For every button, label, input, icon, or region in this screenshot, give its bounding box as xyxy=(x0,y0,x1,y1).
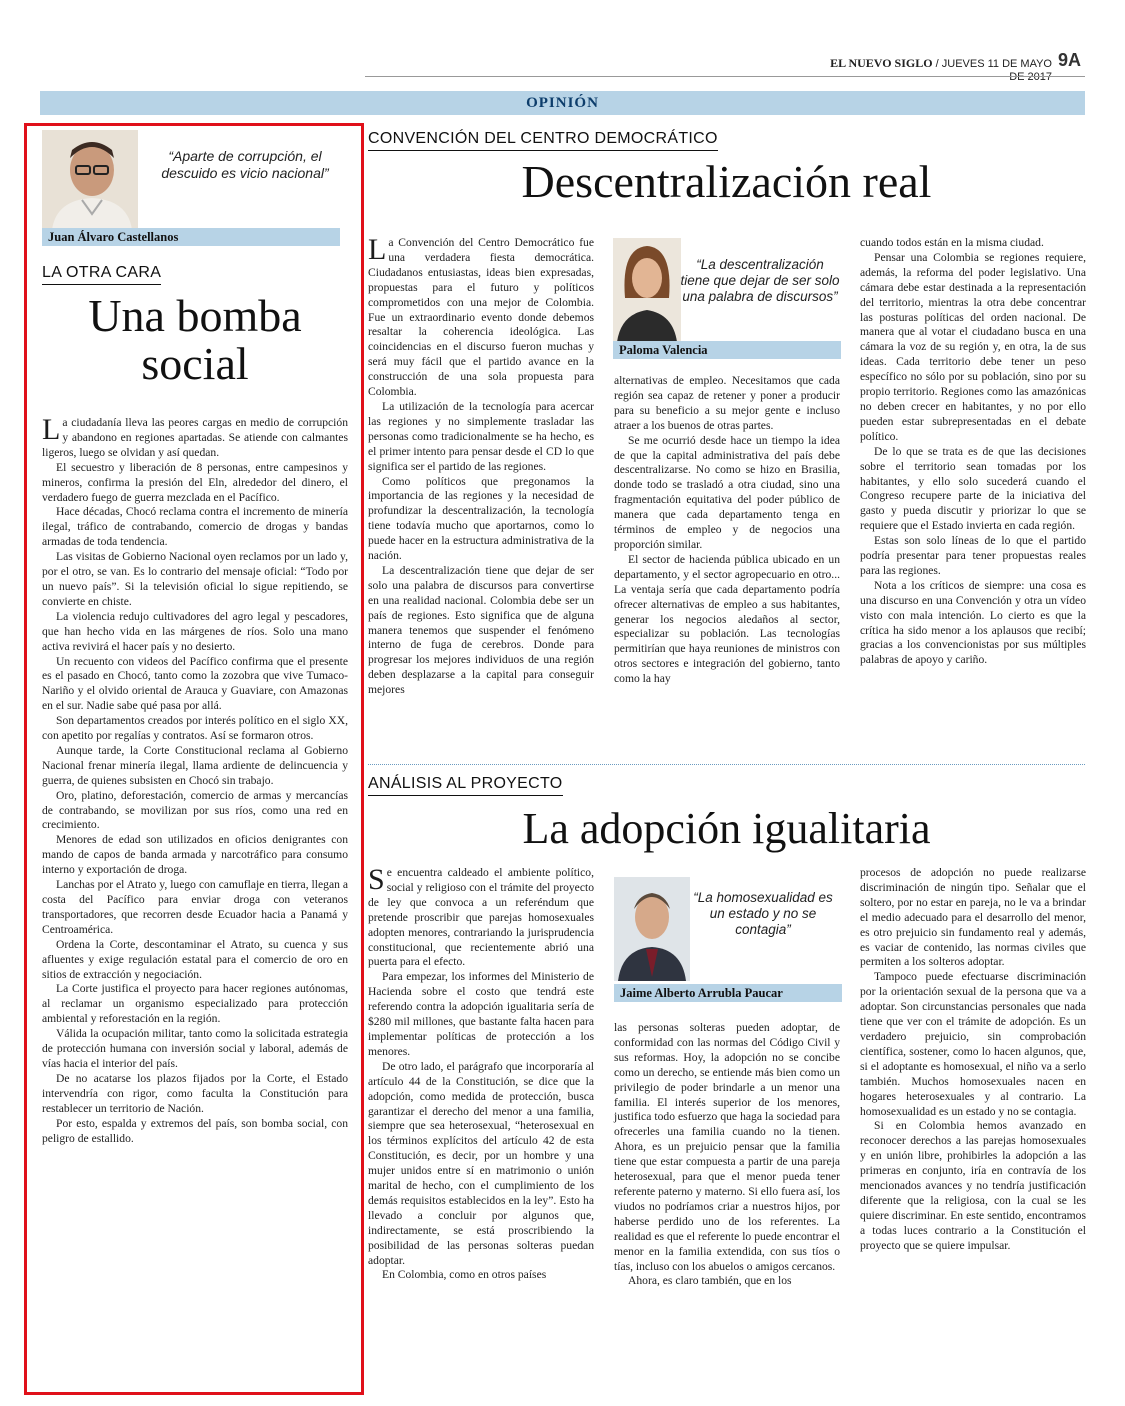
page-header xyxy=(812,56,1052,83)
paragraph: Hace décadas, Chocó reclama contra el incremento de minería ilegal, tráfico de contrabando, comercio de drogas y bandas armadas de toda tendencia. xyxy=(42,505,348,549)
portrait-icon xyxy=(613,238,681,342)
paragraph: Son departamentos creados por interés político en el siglo XX, con apetito por regalías y contratos. Así se formaron otros. xyxy=(42,714,348,743)
paragraph: Las visitas de Gobierno Nacional oyen reclamos por un lado y, por el otro, se van. Es lo contrario del mensaje oficial: “Todo por un nuevo país”. Si la televisión oficial lo sigue repitiendo, se convierte en chiste. xyxy=(42,550,348,608)
article-column xyxy=(860,866,1086,1254)
paragraph: La utilización de la tecnología para acercar las regiones y no simplemente trasladar las personas como tradicionalmente se ha hecho, es el primer intento para pensar desde el CD lo que significa ser el partido de las regiones. xyxy=(368,399,594,473)
paragraph: Menores de edad son utilizados en oficios denigrantes con mando de capos de banda armada y narcotráfico para consumo interno y exportación de droga. xyxy=(42,833,348,877)
paragraph: a Convención del Centro Democrático fue una verdadera fiesta democrática. Ciudadanos entusiastas, ideas bien expresadas, propuestas para el futuro y políticos comprometidos con una mejor de Colombia. Fue un extraordinario evento donde debemos resaltar la coherencia ideológica. Las coincidencias en el discurso fueron muchas y será muy fácil que el partido avance en la construcción de una sola propuesta para Colombia. xyxy=(368,236,594,399)
paragraph: alternativas de empleo. Necesitamos que cada región sea capaz de retener y poner a producir para su beneficio a su mejor gente e incluso atraer a los buenos de otras partes. xyxy=(614,374,840,432)
pull-quote: “Aparte de corrupción, el descuido es vicio nacional” xyxy=(161,148,329,181)
header-rule xyxy=(365,76,1085,77)
headline-line-2: social xyxy=(141,338,249,390)
section-title: OPINIÓN xyxy=(526,95,599,111)
headline-line-1: Una bomba xyxy=(88,290,302,341)
paragraph: Lanchas por el Atrato y, luego con camuflaje en tierra, llegan a costa del Pacífico para enviar droga con veteranos transportadores, que recorren desde Ecuador hacia a Panamá y Centroamérica. xyxy=(42,878,348,936)
paragraph: e encuentra caldeado el ambiente político, social y religioso con el trámite del proyecto de ley que convoca a un referéndum que pretende proscribir que parejas homosexuales adopten menores, contrariando la jurisprudencia constitucional, que recientemente abrió una puerta para el efecto. xyxy=(368,866,594,969)
newspaper-brand: EL NUEVO SIGLO xyxy=(830,56,933,70)
paragraph: Por esto, espalda y extremos del país, son bomba social, con peligro de estallido. xyxy=(42,1116,348,1145)
paragraph: Tampoco puede efectuarse discriminación por la orientación sexual de la persona que va a adoptar. Son circunstancias personales que nada tiene que ver con el trámite de adopción. Es un verdadero prejuicio, sin comprobación científica, sostener, como lo hacen algunos, que, si el adoptante es homosexual, el niño va a serlo también. Muchos homosexuales nacen en hogares heterosexuales y al contrario. La homosexualidad es un estado y no se contagia. xyxy=(860,970,1086,1118)
paragraph: Se me ocurrió desde hace un tiempo la idea de que la capital administrativa del país debe descentralizarse. No como se hizo en Brasilia, donde todo se trasladó a otra ciudad, sino una fragmentación equitativa del poder público de manera que cada departamento tenga en términos de empleo y de negocios una proporción similar. xyxy=(614,433,840,551)
article-kicker: ANÁLISIS AL PROYECTO xyxy=(368,775,563,796)
columnist-photo xyxy=(613,238,681,342)
paragraph: Nota a los críticos de siempre: una cosa es una discurso en una Convención y otra un vídeo visto con mala intención. Lo cierto es que la crítica ha sido menor a los aplausos que recibí; gracias a los convencionistas por sus múltiples palabras de apoyo y cariño. xyxy=(860,578,1086,667)
article-headline: Descentralización real xyxy=(521,156,932,207)
drop-cap: S xyxy=(368,863,385,896)
paragraph: las personas solteras pueden adoptar, de conformidad con las normas del Código Civil y sus reformas. Hoy, la adopción no se concibe como un derecho, se entiende más bien como un privilegio de poder brindarle a un menor una familia. El interés superior de los menores, justifica todo esfuerzo que haga la sociedad para ofrecerles una familia cuando no la tienen. Ahora, es un prejuicio pensar que la familia tiene que estar compuesta a partir de una pareja heterosexual, para que el menor pueda tener referente paterno y materno. Si ello fuera así, los viudos no podríamos criar a nuestros hijos, por haberse perdido uno de los referentes. La realidad es que el referente lo puede encontrar el menor en la familia extendida, con sus tíos o tías, incluso con los abuelos o amigos cercanos. xyxy=(614,1021,840,1273)
paragraph: Como políticos que pregonamos la importancia de las regiones y la necesidad de profundizar la descentralización, la tecnología tiene todavía mucho que aportarnos, como lo puede hacer en la estructura administrativa de la nación. xyxy=(368,474,594,563)
portrait-icon xyxy=(614,877,690,981)
article-headline: La adopción igualitaria xyxy=(522,804,931,853)
paragraph: La violencia redujo cultivadores del agro legal y pescadores, que han hecho vida en las márgenes de ríos. Solo una mano activa revivirá el hacer país y no desierto. xyxy=(42,609,348,653)
paragraph: Ordena la Corte, descontaminar el Atrato, su cuenca y sus afluentes y exige regulación estatal para el comercio de oro en sitios de extracción y negociación. xyxy=(42,937,348,981)
paragraph: El secuestro y liberación de 8 personas, entre campesinos y mineros, confirma la presión del Eln, alrededor del dinero, el verdadero fuego de guerra mezclada en el Pacífico. xyxy=(42,460,348,504)
paragraph: La Corte justifica el proyecto para hacer regiones autónomas, al reclamar un organismo especializado para protección ambiental y reforestación en la región. xyxy=(42,982,348,1026)
pull-quote: “La descentralización tiene que dejar de ser solo una palabra de discursos” xyxy=(680,257,840,305)
paragraph: Si en Colombia hemos avanzado en reconocer derechos a las parejas homosexuales y en unión libre, prohibirles la adopción a las primeras en conjunto, iría en contravía de los mencionados avances y no tendría justificación diferente que la religiosa, con la cual se les quiere discriminar. En este sentido, encontramos a todas luces contrario a la Constitución el proyecto que se quiere impulsar. xyxy=(860,1119,1086,1252)
portrait-icon xyxy=(42,130,138,230)
paragraph: La descentralización tiene que dejar de ser solo una palabra de discursos para convertirse en una realidad nacional. Colombia debe ser un país de regiones. Esto significa que de alguna manera tenemos que suspender el fenómeno interno de fuga de cerebros. Donde para progresar los mejores individuos de una región deben desplazarse a la capital para conseguir mejores xyxy=(368,563,594,697)
paragraph: El sector de hacienda pública ubicado en un departamento, y el sector agropecuario en otro... La ventaja sería que cada departamento podría ofrecer alternativas de empleo a sus habitantes, generar los negocios aledaños al sector, especializar su población. Las tecnologías permitirían que haya reuniones de ministros con otros sectores e integración del gobierno, tanto como la hay xyxy=(614,552,840,686)
article-divider xyxy=(368,764,1085,765)
columnist-photo xyxy=(614,877,690,981)
paragraph: Aunque tarde, la Corte Constitucional reclama al Gobierno Nacional frenar minería ilegal, llama ardiente de delincuencia y guerra, de quienes subsisten en Chocó sin trabajo. xyxy=(42,743,348,787)
issue-date: / JUEVES 11 DE MAYO DE 2017 xyxy=(935,58,1052,83)
paragraph: En Colombia, como en otros países xyxy=(382,1268,547,1282)
columnist-name: Jaime Alberto Arrubla Paucar xyxy=(614,984,842,1002)
article-headline xyxy=(42,292,348,389)
paragraph: De otro lado, el parágrafo que incorporaría al artículo 44 de la Constitución, se dice que la adopción, como medida de protección, busca garantizar el derecho del menor a una familia, siempre que sea heterosexual, “heterosexual en los términos explícitos del artículo 42 de esta Constitución, es decir, por un hombre y una mujer unidos entre sí en matrimonio o unión marital de hecho, con el cumplimiento de los demás requisitos establecidos en la ley”. Esto ha llevado a concluir por algunos que, indirectamente, se está proscribiendo la posibilidad de las personas solteras puedan adoptar. xyxy=(368,1059,594,1267)
paragraph: Ahora, es claro también, que en los xyxy=(628,1274,792,1288)
paragraph: Un recuento con videos del Pacífico confirma que el presente es el pasado en Chocó, tanto como la zozobra que vive Tumaco-Nariño y el olvido oriental de Arauca y Guaviare, con Amazonas en el sur. Nadie sabe qué pasa por allá. xyxy=(42,654,348,713)
paragraph: De no acatarse los plazos fijados por la Corte, el Estado intervendría con rigor, como faculta la Constitución para restablecer un territorio de Nación. xyxy=(42,1071,348,1115)
article-column xyxy=(860,236,1086,668)
article-column xyxy=(614,374,840,687)
columnist-name: Paloma Valencia xyxy=(613,341,841,359)
paragraph: Válida la ocupación militar, tanto como la solicitada estrategia de protección humana con inversión social y laboral, además de vías hacia el interior del país. xyxy=(42,1027,348,1070)
article-column xyxy=(368,863,594,1283)
section-band xyxy=(40,91,1085,115)
paragraph: Para empezar, los informes del Ministerio de Hacienda sobre el costo que tendrá este referendo contra la adopción igualitaria sería de $280 mil millones, que bastante falta hacen para implementar políticas de protección a los menores. xyxy=(368,970,594,1058)
drop-cap: L xyxy=(368,233,387,266)
drop-cap: L xyxy=(42,413,61,446)
paragraph: cuando todos están en la misma ciudad. xyxy=(860,236,1044,249)
paragraph: Pensar una Colombia se regiones requiere, además, la reforma del poder legislativo. Una cámara debe estar destinada a la representación del territorio, mientras la otra debe concentrar las posturas políticas del orden nacional. De manera que al votar el ciudadano busca en una cámara la voz de su región y, en otra, la de sus ideas. Cada territorio debe tener un peso específico no sólo por su población, sino por su propio territorio. Regiones como las amazónicas no deben crecer en habitantes, y no por ello pueden estar subrepresentadas en el debate político. xyxy=(860,250,1086,443)
columnist-name: Juan Álvaro Castellanos xyxy=(42,228,340,246)
page-number: 9A xyxy=(1058,50,1082,70)
columnist-photo xyxy=(42,130,138,230)
paragraph: De lo que se trata es de que las decisiones sobre el territorio sean tomadas por los habitantes, y ello solo sucederá cuando el Congreso recupere parte de la iniciativa del gasto y pueda discutir y priorizar lo que se requiere que el Estado invierta en cada región. xyxy=(860,444,1086,533)
article-body xyxy=(42,413,348,1146)
article-kicker: CONVENCIÓN DEL CENTRO DEMOCRÁTICO xyxy=(368,130,718,151)
article-kicker: LA OTRA CARA xyxy=(42,264,161,285)
paragraph: Estas son solo líneas de lo que el partido podría presentar para tener propuestas reales para las regiones. xyxy=(860,534,1086,577)
paragraph: procesos de adopción no puede realizarse discriminación de ningún tipo. Señalar que el soltero, por no estar en pareja, no le va a brindar el medio adecuado para el desarrollo del menor, es otro prejuicio sin fundamento real y además, es vaciar de contenido, las normas civiles que permiten a los solteros adoptar. xyxy=(860,866,1086,969)
paragraph: a ciudadanía lleva las peores cargas en medio de corrupción y abandono en regiones apartadas. Se atiende con calmantes ligeros, luego se olvidan y así quedan. xyxy=(42,416,348,459)
pull-quote: “La homosexualidad es un estado y no se contagia” xyxy=(693,890,833,938)
article-column xyxy=(368,233,594,698)
article-column xyxy=(614,1021,840,1289)
paragraph: Oro, platino, deforestación, comercio de armas y mercancías de contrabando, se movilizan por sus ríos, como una red en crecimiento. xyxy=(42,788,348,832)
